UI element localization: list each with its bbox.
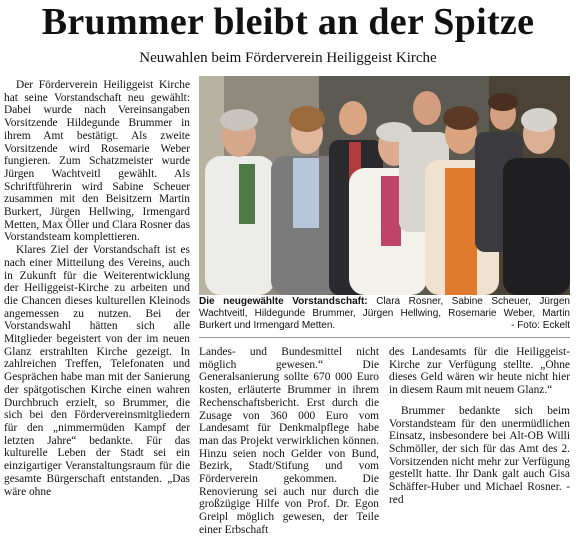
paragraph: des Landesamts für die Heiliggeist-Kirche zur Verfügung stellte. „Ohne dieses Geld wären wir heute nicht hier in diesem Raum mit neuem Glanz.“ [389, 346, 570, 397]
paragraph: Klares Ziel der Vorstandschaft ist es nach einer Mitteilung des Vereins, auch in Zukunft für die Weiterentwicklung der Heiliggeist-Kirche zu arbeiten und die Chancen dieses kulturellen Kleinods angemessen zu nutzen. Bei der Vorstandswahl hätten sich alle Mitglieder begeistert von der im neuen Glanz erstrahlten Kirche gezeigt. In zahlreichen Treffen, Telefonaten und Gesprächen habe man mit der Sanierung der spätgotischen Kirche einen wahren Durchbruch erzielt, so Brummer, die sich bei den Fördervereinsmitgliedern für den „nimmermüden Kampf der letzten Jahre“ bedankte. Für das kulturelle Leben der Stadt sei ein einzigartiger Veranstaltungsraum für die gesamte Bürgerschaft entstanden. „Das wäre ohne [4, 244, 190, 498]
paragraph: Landes- und Bundesmittel nicht möglich gewesen.“ Die Generalsanierung sollte 670 000 Euro kosten, erläuterte Brummer in ihrem Rechenschaftsbericht. Erst durch die Zusage von 360 000 Euro vom Landesamt für Denkmalpflege habe man das Projekt verwirklichen können. Hinzu seien noch Gelder von Bund, Bezirk, Stadt/Stifung und vom Förderverein gekommen. Die Renovierung sei auch nur durch die großzügige Hilfe von Prof. Dr. Egon Greipl möglich gewesen, der Teile einer Erbschaft [199, 346, 379, 536]
paragraph-gap [389, 397, 570, 405]
caption-lead: Die neugewählte Vorstandschaft: [199, 296, 368, 307]
paragraph: Der Förderverein Heiliggeist Kirche hat seine Vorstandschaft neu gewählt: Dabei wurde nach Vereinsangaben Vorsitzende Hildegunde Brummer in ihrem Amt bestätigt. Als zweite Vorsitzende wird Rosemarie Weber fungieren. Zum Schatzmeister wurde Jürgen Wachtveitl gewählt. Als Schriftführerin wird Sabine Scheuer zusammen mit den Beisitzern Martin Burkert, Jürgen Hellwing, Irmengard Metten, Max Öller und Clara Rosner das Vorstandsteam komplettieren. [4, 79, 190, 244]
group-photo [199, 76, 570, 295]
headline: Brummer bleibt an der Spitze [41, 1, 535, 43]
caption-divider [199, 337, 570, 338]
article-column-right [389, 346, 570, 547]
subheadline: Neuwahlen beim Förderverein Heiliggeist Kirche [139, 50, 437, 66]
photo-credit: - Foto: Eckelt [511, 320, 570, 332]
paragraph: Brummer bedankte sich beim Vorstandsteam für den unermüdlichen Einsatz, insbesondere bei Alt-OB Willi Schmöller, der sich für das Amt des 2. Vorsitzenden nicht mehr zur Verfügung gestellt hatte. Ihr Dank galt auch Gisa Schäffer-Huber und Michael Rosner. - red [389, 404, 570, 506]
caption-text: Clara Rosner, Sabine Scheuer, Jürgen Wachtveitl, Hildegunde Brummer, Jürgen Hellwing, Rosemarie Weber, Martin Burkert und Irmengard Metten. [199, 296, 570, 332]
photo-caption [199, 296, 570, 333]
article-column-middle [199, 346, 379, 547]
article-column-left [4, 79, 190, 547]
